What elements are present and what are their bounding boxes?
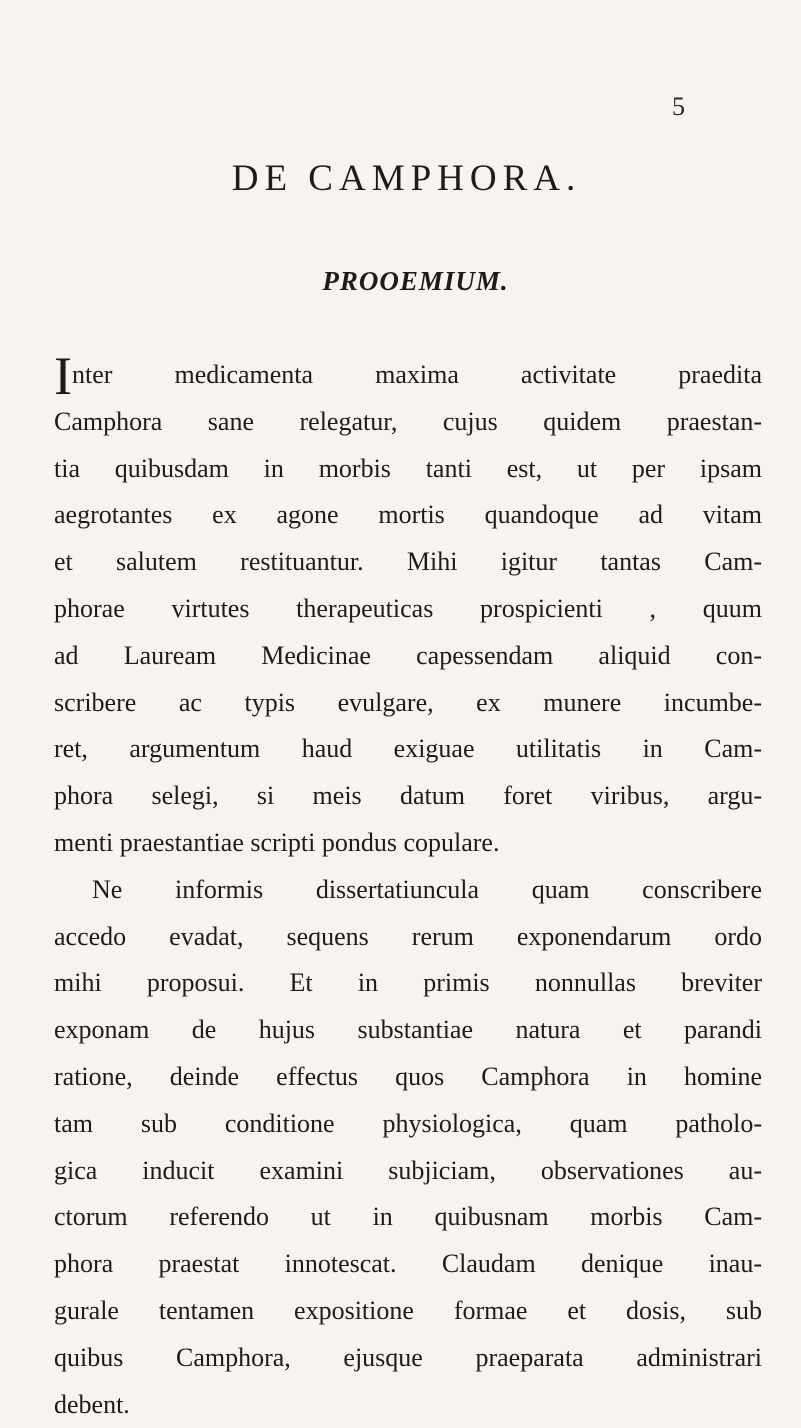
running-title: DE CAMPHORA.	[231, 158, 582, 199]
text-line: aegrotantes ex agone mortis quandoque ad vitam	[54, 500, 762, 530]
text-line: phorae virtutes therapeuticas prospicienti , quum	[54, 593, 762, 623]
text-line: tia quibusdam in morbis tanti est, ut per ipsam	[54, 453, 762, 483]
text-line: ad Lauream Medicinae capessendam aliquid con-	[54, 640, 762, 670]
drop-cap: I	[54, 346, 72, 406]
text-line: scribere ac typis evulgare, ex munere incumbe-	[54, 687, 762, 717]
page-number: 5	[672, 92, 685, 121]
text-line: gica inducit examini subjiciam, observationes au-	[54, 1155, 762, 1185]
text-line: tam sub conditione physiologica, quam patholo-	[54, 1108, 762, 1138]
text-line: menti praestantiae scripti pondus copulare.	[54, 827, 500, 857]
text-line: ret, argumentum haud exiguae utilitatis in Cam-	[54, 734, 762, 764]
text-line: gurale tentamen expositione formae et dosis, sub	[54, 1295, 762, 1325]
text-line: quibus Camphora, ejusque praeparata administrari	[54, 1342, 762, 1372]
text-line: ratione, deinde effectus quos Camphora in homine	[54, 1061, 762, 1091]
text-line: exponam de hujus substantiae natura et parandi	[54, 1015, 762, 1045]
text-line: phora selegi, si meis datum foret viribus, argu-	[54, 781, 762, 811]
text-line: mihi proposui. Et in primis nonnullas breviter	[54, 968, 762, 998]
text-line	[54, 346, 762, 406]
body-text	[54, 346, 762, 1428]
text-line-content: nter medicamenta maxima activitate praedita	[71, 360, 762, 389]
text-line: phora praestat innotescat. Claudam denique inau-	[54, 1249, 762, 1279]
text-line: et salutem restituantur. Mihi igitur tantas Cam-	[54, 547, 762, 577]
text-line: Ne informis dissertatiuncula quam conscribere	[92, 874, 762, 904]
text-line: accedo evadat, sequens rerum exponendarum ordo	[54, 921, 762, 951]
section-heading: PROOEMIUM.	[322, 266, 509, 296]
text-line: Camphora sane relegatur, cujus quidem praestan-	[54, 406, 762, 436]
text-line: ctorum referendo ut in quibusnam morbis Cam-	[54, 1202, 762, 1232]
text-line: debent.	[54, 1389, 130, 1419]
